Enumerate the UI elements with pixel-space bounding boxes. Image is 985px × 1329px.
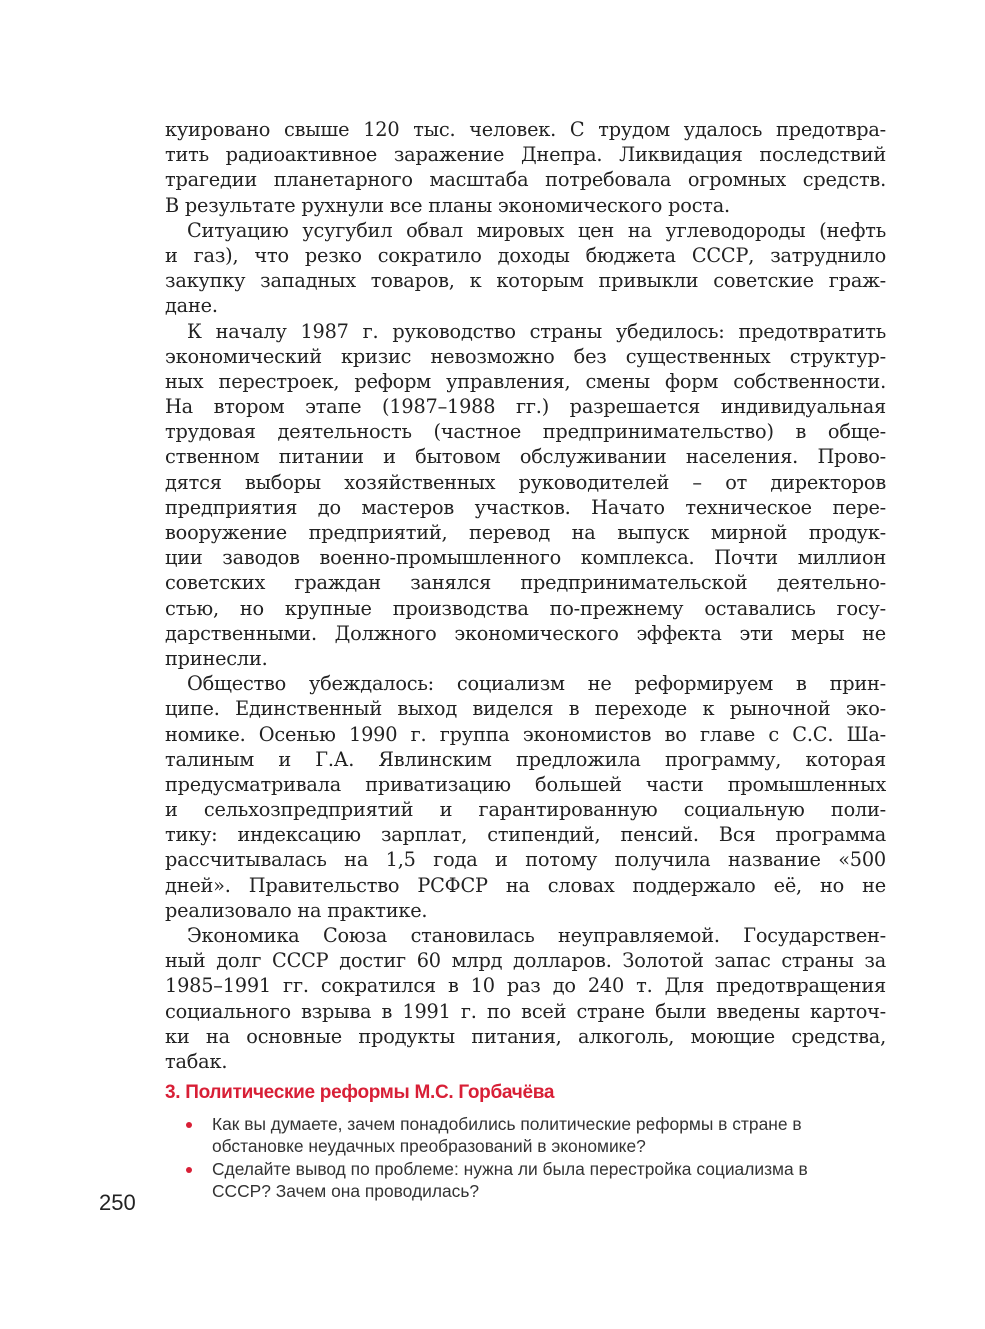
text-line: трудовая деятельность (частное предпринимательство) в обще- xyxy=(165,420,886,444)
text-line: ки на основные продукты питания, алкоголь, моющие средства, xyxy=(165,1024,886,1048)
paragraph xyxy=(165,319,886,672)
text-line: ственном питании и бытовом обслуживании населения. Прово- xyxy=(165,445,886,469)
text-line: талиным и Г.А. Явлинским предложила программу, которая xyxy=(165,747,886,771)
text-line: предусматривала приватизацию большей части промышленных xyxy=(165,772,886,796)
text-line: На втором этапе (1987–1988 гг.) разрешается индивидуальная xyxy=(165,395,886,419)
text-line: В результате рухнули все планы экономического роста. xyxy=(165,193,730,217)
text-line: Ситуацию усугубил обвал мировых цен на углеводороды (нефть xyxy=(187,218,886,242)
text-line: социального взрыва в 1991 г. по всей стране были введены карточ- xyxy=(165,999,886,1023)
page-number: 250 xyxy=(99,1190,136,1215)
text-line: стью, но крупные производства по-прежнему оставались госу- xyxy=(165,596,886,620)
text-line: советских граждан занялся предпринимательской деятельно- xyxy=(165,571,886,595)
text-line: реализовало на практике. xyxy=(165,898,428,922)
text-line: куировано свыше 120 тыс. человек. С трудом удалось предотвра- xyxy=(165,118,886,141)
question-line: Сделайте вывод по проблеме: нужна ли была перестройка социализма в xyxy=(212,1159,808,1179)
text-line: дане. xyxy=(165,294,218,318)
text-line: тику: индексацию зарплат, стипендий, пенсий. Вся программа xyxy=(165,823,886,847)
text-line: и газ), что резко сократило доходы бюджета СССР, затруднило xyxy=(165,243,886,267)
text-line: закупку западных товаров, к которым привыкли советские граж- xyxy=(165,269,886,293)
text-line: дятся выборы хозяйственных руководителей – от директоров xyxy=(165,470,886,494)
text-line: ных перестроек, реформ управления, смены форм собственности. xyxy=(165,369,886,393)
text-line: тить радиоактивное заражение Днепра. Ликвидация последствий xyxy=(165,143,886,167)
text-line: трагедии планетарного масштаба потребовала огромных средств. xyxy=(165,168,886,192)
text-line: рассчитывалась на 1,5 года и потому получила название «500 xyxy=(165,848,886,872)
text-line: принесли. xyxy=(165,646,268,670)
paragraph xyxy=(165,117,886,218)
bullet-icon xyxy=(186,1167,192,1173)
paragraph xyxy=(165,218,886,319)
question-line: Как вы думаете, зачем понадобились политические реформы в стране в xyxy=(212,1114,802,1134)
question-item xyxy=(188,1113,888,1157)
text-line: Общество убеждалось: социализм не реформируем в прин- xyxy=(187,672,886,696)
text-line: вооружение предприятий, перевод на выпуск мирной продук- xyxy=(165,521,886,544)
text-line: и сельхозпредприятий и гарантированную социальную поли- xyxy=(165,798,886,822)
text-line: табак. xyxy=(165,1049,228,1073)
text-line: ципе. Единственный выход виделся в переходе к рыночной эко- xyxy=(165,697,886,721)
paragraph xyxy=(165,923,886,1074)
text-line: дарственными. Должного экономического эффекта эти меры не xyxy=(165,621,886,645)
text-line: номике. Осенью 1990 г. группа экономистов во главе с С.С. Ша- xyxy=(165,722,886,746)
text-line: дней». Правительство РСФСР на словах поддержало её, но не xyxy=(165,873,886,897)
text-line: 1985–1991 гг. сократился в 10 раз до 240 т. Для предотвращения xyxy=(165,974,886,998)
paragraph xyxy=(165,671,886,923)
text-line: Экономика Союза становилась неуправляемой. Государствен- xyxy=(187,924,886,947)
body-text xyxy=(165,117,886,1074)
question-line: СССР? Зачем она проводилась? xyxy=(212,1181,480,1201)
text-line: экономический кризис невозможно без существенных структур- xyxy=(165,344,886,368)
text-line: предприятия до мастеров участков. Начато техническое пере- xyxy=(165,495,886,519)
section-heading: 3. Политические реформы М.С. Горбачёва xyxy=(165,1082,555,1103)
text-line: ции заводов военно-промышленного комплекса. Почти миллион xyxy=(165,546,886,570)
bullet-icon xyxy=(186,1122,192,1128)
question-line: обстановке неудачных преобразований в экономике? xyxy=(212,1136,646,1156)
text-line: ный долг СССР достиг 60 млрд долларов. Золотой запас страны за xyxy=(165,949,886,973)
text-line: К началу 1987 г. руководство страны убедилось: предотвратить xyxy=(187,319,886,343)
question-item xyxy=(188,1158,888,1202)
